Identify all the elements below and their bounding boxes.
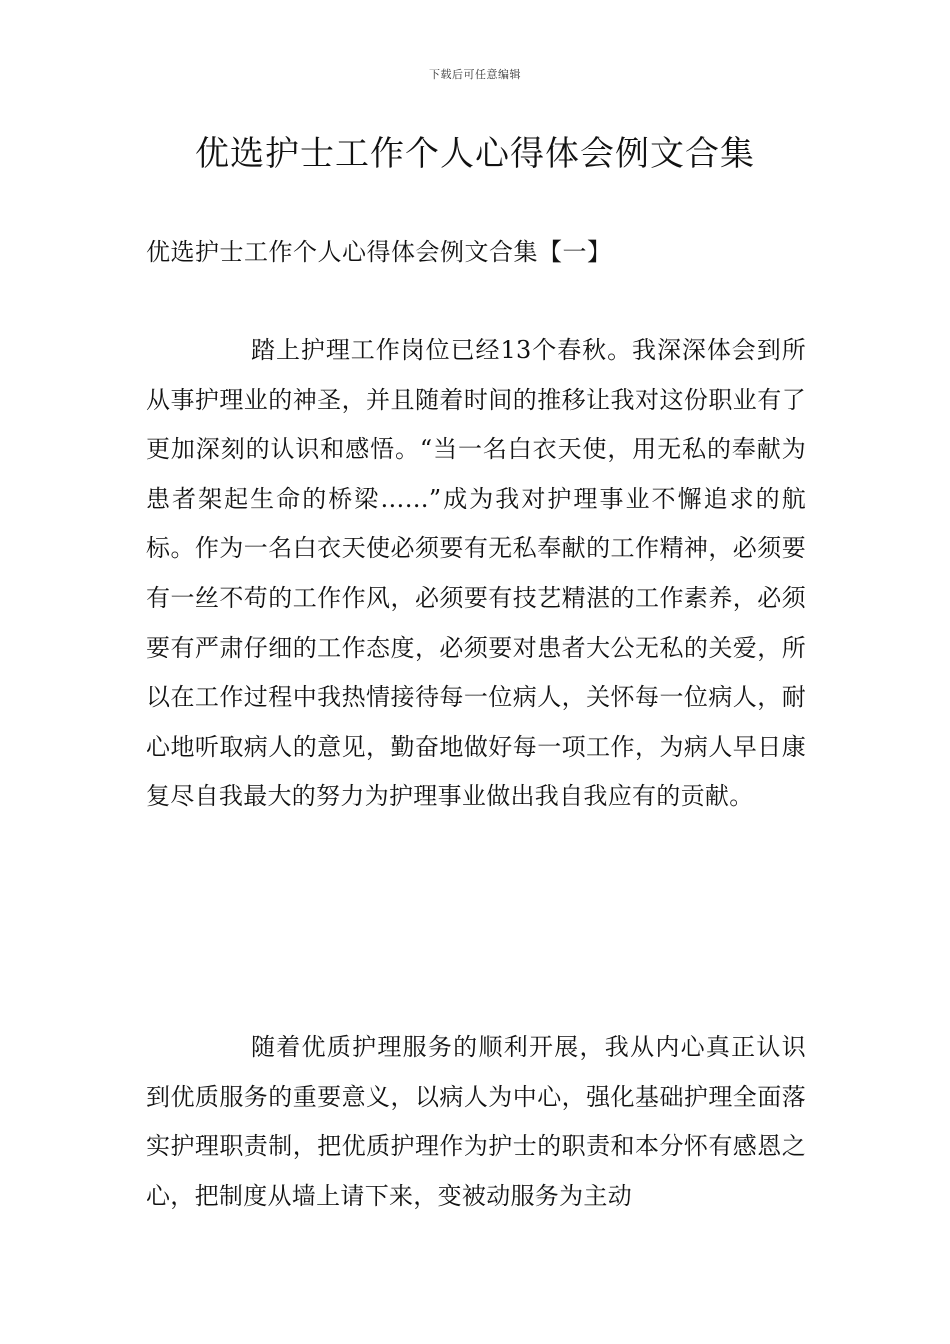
section-heading: 优选护士工作个人心得体会例文合集【一】 <box>146 238 612 266</box>
header-note: 下载后可任意编辑 <box>429 68 521 81</box>
body-paragraph: 随着优质护理服务的顺利开展，我从内心真正认识到优质服务的重要意义，以病人为中心，强化基础护理全面落实护理职责制，把优质护理作为护士的职责和本分怀有感恩之心，把制度从墙上请下来，变被动服务为主动 <box>146 1033 806 1210</box>
body-paragraph: 踏上护理工作岗位已经13个春秋。我深深体会到所从事护理业的神圣，并且随着时间的推移让我对这份职业有了更加深刻的认识和感悟。“当一名白衣天使，用无私的奉献为患者架起生命的桥梁……”成为我对护理事业不懈追求的航标。作为一名白衣天使必须要有无私奉献的工作精神，必须要有一丝不苟的工作作风，必须要有技艺精湛的工作素养，必须要有严肃仔细的工作态度，必须要对患者大公无私的关爱，所以在工作过程中我热情接待每一位病人，关怀每一位病人，耐心地听取病人的意见，勤奋地做好每一项工作，为病人早日康复尽自我最大的努力为护理事业做出我自我应有的贡献。 <box>146 336 806 811</box>
document-title: 优选护士工作个人心得体会例文合集 <box>195 134 755 174</box>
